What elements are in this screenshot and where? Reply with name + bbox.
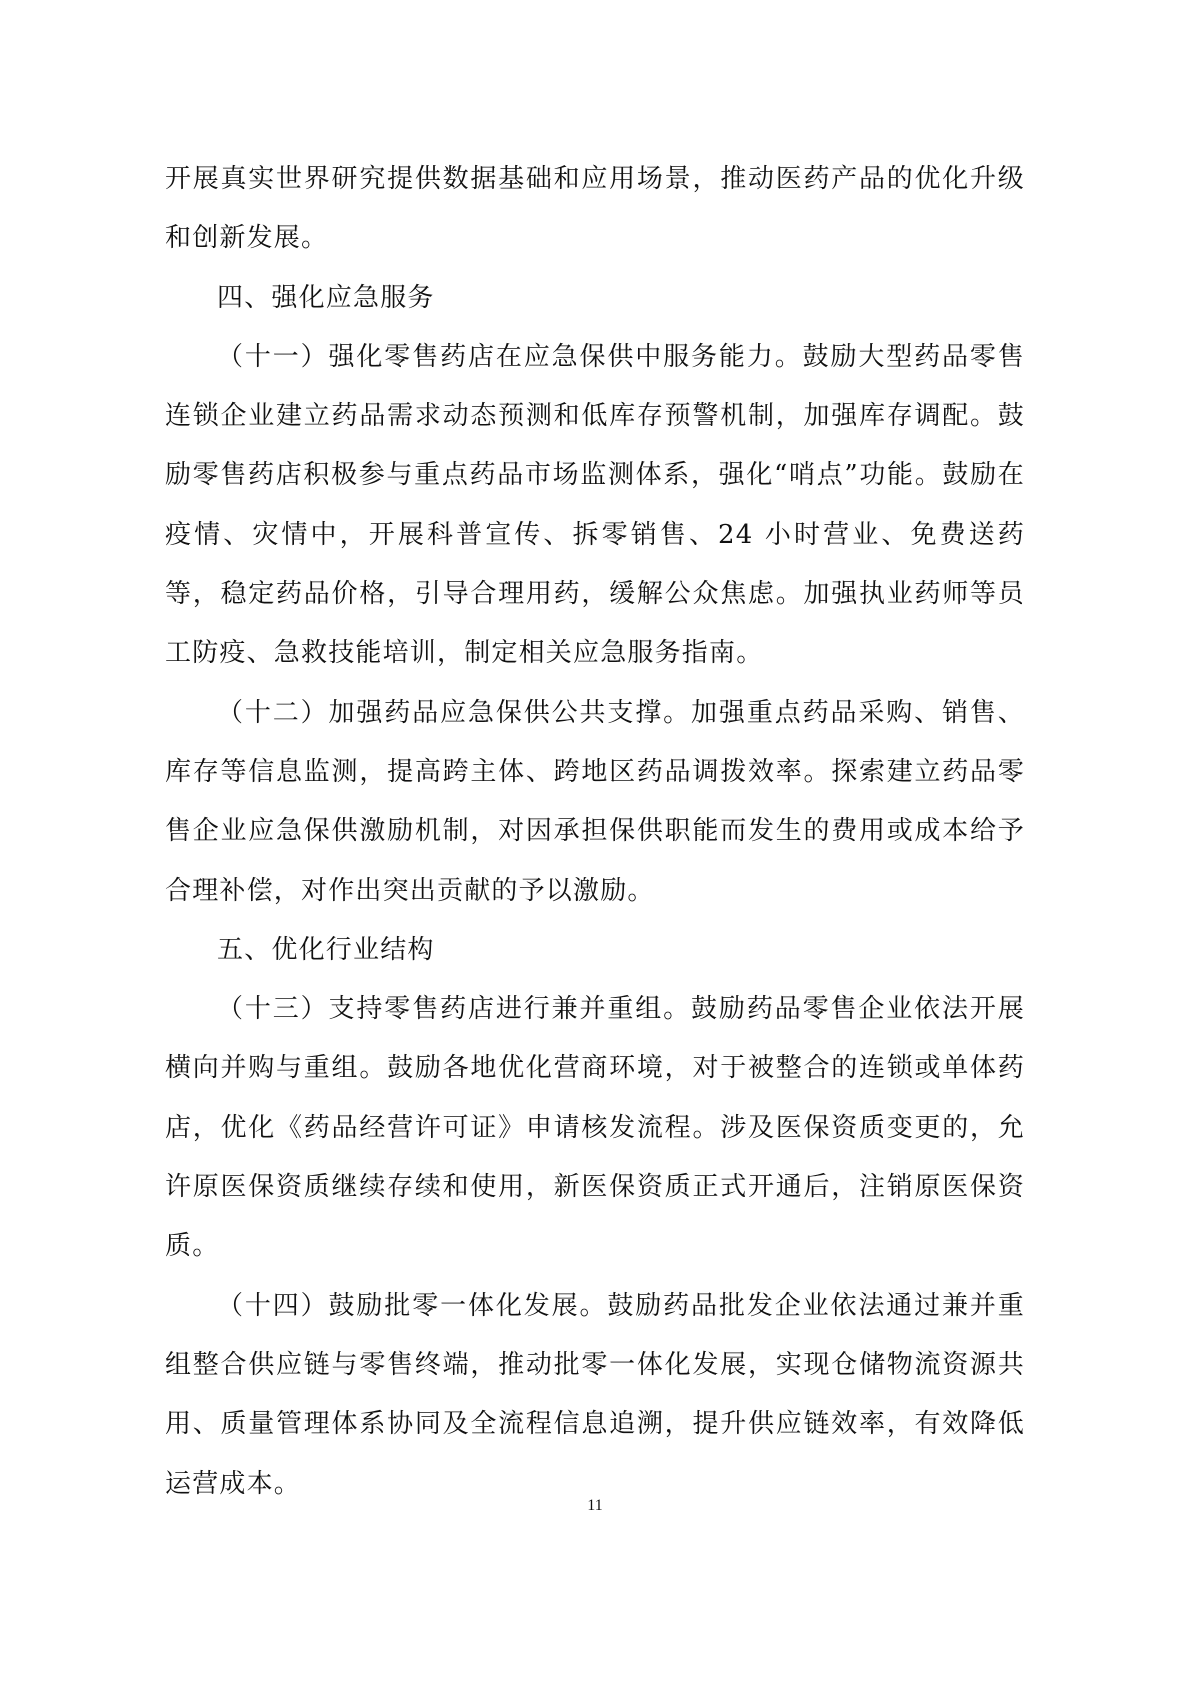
page-number: 11 bbox=[587, 1497, 603, 1514]
paragraph-item-13: （十三）支持零售药店进行兼并重组。鼓励药品零售企业依法开展横向并购与重组。鼓励各地优化营商环境，对于被整合的连锁或单体药店，优化《药品经营许可证》申请核发流程。涉及医保资质变更的，允许原医保资质继续存续和使用，新医保资质正式开通后，注销原医保资质。 bbox=[165, 994, 1025, 1262]
paragraph-continuation: 开展真实世界研究提供数据基础和应用场景，推动医药产品的优化升级和创新发展。 bbox=[165, 164, 1025, 254]
document-body bbox=[165, 150, 1025, 1514]
paragraph-item-12: （十二）加强药品应急保供公共支撑。加强重点药品采购、销售、库存等信息监测，提高跨主体、跨地区药品调拨效率。探索建立药品零售企业应急保供激励机制，对因承担保供职能而发生的费用或成本给予合理补偿，对作出突出贡献的予以激励。 bbox=[165, 697, 1025, 906]
paragraph-item-11: （十一）强化零售药店在应急保供中服务能力。鼓励大型药品零售连锁企业建立药品需求动态预测和低库存预警机制，加强库存调配。鼓励零售药店积极参与重点药品市场监测体系，强化“哨点”功能。鼓励在疫情、灾情中，开展科普宣传、拆零销售、24 小时营业、免费送药等，稳定药品价格，引导合理用药，缓解公众焦虑。加强执业药师等员工防疫、急救技能培训，制定相关应急服务指南。 bbox=[165, 341, 1025, 669]
section-heading-industry-structure: 五、优化行业结构 bbox=[217, 934, 435, 965]
section-heading-emergency-service: 四、强化应急服务 bbox=[217, 282, 435, 313]
paragraph-item-14: （十四）鼓励批零一体化发展。鼓励药品批发企业依法通过兼并重组整合供应链与零售终端，推动批零一体化发展，实现仓储物流资源共用、质量管理体系协同及全流程信息追溯，提升供应链效率，有效降低运营成本。 bbox=[165, 1290, 1025, 1499]
